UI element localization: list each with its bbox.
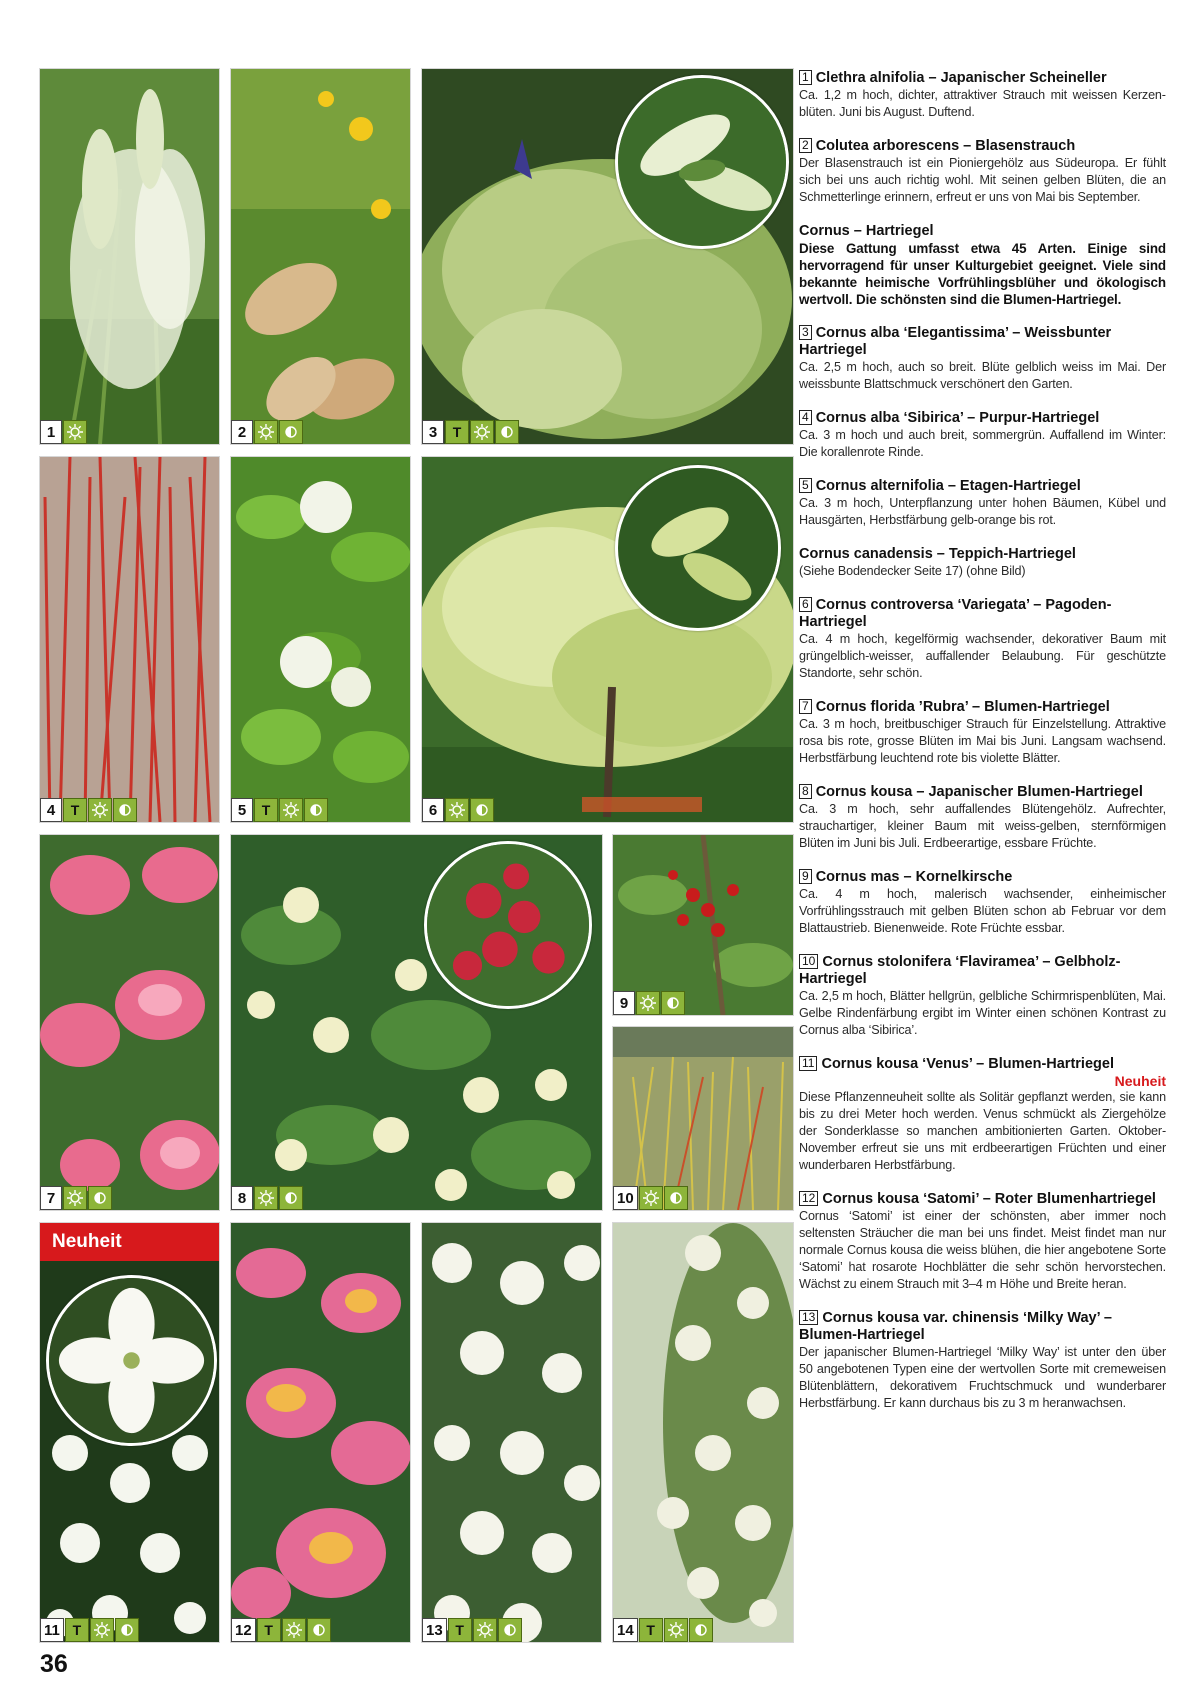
sun-icon	[63, 420, 87, 444]
entry-text: Ca. 3 m hoch, sehr auffallendes Blütengehölz. Aufrechter, strauchartiger, kleiner Baum mit weiss-gelben, sternförmigen Blüten im Juni bis Juli. Erdbeerartige, essbare Früchte.	[799, 802, 1166, 850]
sun-icon	[664, 1618, 688, 1642]
entry-text: Ca. 2,5 m hoch, auch so breit. Blüte gelblich weiss im Mai. Der weissbunte Blattschmuck verschönert den Garten.	[799, 360, 1166, 391]
half-shade-icon	[279, 1186, 303, 1210]
neuheit-tag: Neuheit	[1114, 1073, 1166, 1089]
inset-leaf-detail-3	[615, 75, 789, 249]
photo-number: 10	[613, 1186, 638, 1210]
photo-cornus-kousa	[230, 834, 603, 1211]
cornus-alternifolia-image	[231, 457, 410, 822]
entry-title	[799, 784, 1166, 801]
entry-title-text: Colutea arborescens – Blasenstrauch	[815, 138, 1076, 154]
entry-cornus-genus	[799, 223, 1166, 308]
entry-number: 7	[799, 699, 812, 714]
cornus-mas-image	[613, 835, 793, 1015]
photo-cornus-kousa-milky-way	[421, 1222, 602, 1643]
entry-number: 12	[799, 1191, 818, 1206]
entry-title-text: Cornus kousa – Japanischer Blumen-Hartriegel	[815, 784, 1143, 800]
photo-number: 5	[231, 798, 253, 822]
badge-t: T	[65, 1618, 89, 1642]
half-shade-icon	[689, 1618, 713, 1642]
entry-cornus-mas	[799, 869, 1166, 937]
half-shade-icon	[664, 1186, 688, 1210]
photo-number: 11	[40, 1618, 64, 1642]
entry-text: Ca. 3 m hoch und auch breit, sommergrün. Auffallend im Winter: Die korallenrote Rinde.	[799, 428, 1166, 459]
photo-cornus-florida-rubra	[39, 834, 220, 1211]
photo-badges-12	[231, 1618, 331, 1642]
photo-badges-6	[422, 798, 494, 822]
half-shade-icon	[304, 798, 328, 822]
entry-text: Ca. 3 m hoch, breitbuschiger Strauch für Einzelstellung. Attraktive rosa bis rote, grosse Blüten im Mai bis Juni. Langsam wachsend. Herbstfärbung leuchtend rote bis violette Blätter.	[799, 717, 1166, 765]
entry-cornus-stolonifera	[799, 954, 1166, 1039]
entry-text: Ca. 4 m hoch, malerisch wachsender, einheimischer Vorfrühlingsstrauch mit gelben Blüten schon ab Februar vor dem Blattaustrieb. Bienenweide. Rote Früchte essbar.	[799, 887, 1166, 935]
entry-number: 1	[799, 70, 812, 85]
badge-t: T	[254, 798, 278, 822]
photo-badges-3	[422, 420, 519, 444]
photo-number: 1	[40, 420, 62, 444]
entry-text: Ca. 2,5 m hoch, Blätter hellgrün, gelbliche Schirmrispenblüten, Mai. Gelbe Rindenfärbung ergibt im Winter einen schönen Kontrast zu Cornus alba ‘Sibirica’.	[799, 989, 1166, 1037]
sun-icon	[254, 1186, 278, 1210]
photo-badges-14	[613, 1618, 713, 1642]
entry-title-text: Cornus canadensis – Teppich-Hartriegel	[799, 546, 1076, 562]
entry-title-text: Cornus controversa ‘Variegata’ – Pagoden-Hartriegel	[799, 597, 1112, 630]
sun-icon	[88, 798, 112, 822]
photo-cornus-alternifolia	[230, 456, 411, 823]
entry-cornus-kousa-milky-way	[799, 1310, 1166, 1412]
entry-cornus-florida	[799, 699, 1166, 767]
colutea-image	[231, 69, 410, 444]
cornus-florida-image	[40, 835, 219, 1210]
entry-text: Diese Gattung umfasst etwa 45 Arten. Einige sind hervorragend für unser Kulturgebiet geeignet. Viele sind bekannte heimische Vorfrühlingsblüher und ökologisch wertvoll. Die schönsten sind die Blumen-Hartriegel.	[799, 241, 1166, 307]
entry-text: Der japanischer Blumen-Hartriegel ‘Milky Way’ ist unter den über 50 angebotenen Typen eine der wertvollen Sorte mit cremeweisen Blütenblättern, dekorativem Fruchtschmuck und wunderbarer Herbstfärbung. Er kann durchaus bis zu 3 m heranwachsen.	[799, 1345, 1166, 1410]
half-shade-icon	[661, 991, 685, 1015]
photo-badges-2	[231, 420, 303, 444]
photo-number: 3	[422, 420, 444, 444]
entry-clethra	[799, 70, 1166, 121]
photo-badges-9	[613, 991, 685, 1015]
entry-number: 9	[799, 869, 812, 884]
entry-colutea	[799, 138, 1166, 206]
entry-title-text: Cornus alternifolia – Etagen-Hartriegel	[815, 478, 1081, 494]
entry-title	[799, 410, 1166, 427]
entry-number: 2	[799, 138, 812, 153]
entry-title-text: Cornus kousa ‘Satomi’ – Roter Blumenhartriegel	[822, 1191, 1156, 1207]
entry-title	[799, 138, 1166, 155]
entry-cornus-kousa-satomi	[799, 1191, 1166, 1293]
entry-title-text: Cornus kousa var. chinensis ‘Milky Way’ – Blumen-Hartriegel	[799, 1310, 1112, 1343]
entry-title	[799, 325, 1166, 359]
clethra-image	[40, 69, 219, 444]
photo-badges-11	[40, 1618, 139, 1642]
entry-text: Der Blasenstrauch ist ein Pioniergehölz aus Südeuropa. Er fühlt sich bei uns auch richtig wohl. Mit seinen gelben Blüten, die an Schmetterlinge erinnern, erfreut er uns von Mai bis September.	[799, 156, 1166, 204]
entry-title	[799, 546, 1166, 563]
entry-title	[799, 1310, 1166, 1344]
description-column	[799, 70, 1166, 1429]
entry-cornus-controversa	[799, 597, 1166, 682]
entry-cornus-canadensis	[799, 546, 1166, 580]
entry-title-text: Cornus alba ‘Sibirica’ – Purpur-Hartriegel	[815, 410, 1100, 426]
photo-cornus-kousa-satomi	[230, 1222, 411, 1643]
entry-title-text: Cornus alba ‘Elegantissima’ – Weissbunter Hartriegel	[799, 325, 1112, 358]
photo-colutea	[230, 68, 411, 445]
entry-title	[799, 597, 1166, 631]
entry-number: 13	[799, 1310, 818, 1325]
sun-icon	[282, 1618, 306, 1642]
inset-leaf-detail-6	[615, 465, 781, 631]
entry-title-text: Clethra alnifolia – Japanischer Scheineller	[815, 70, 1107, 86]
photo-badges-10	[613, 1186, 688, 1210]
badge-t: T	[448, 1618, 472, 1642]
photo-cornus-stolonifera	[612, 1026, 794, 1211]
entry-title-text: Cornus florida ’Rubra’ – Blumen-Hartriegel	[815, 699, 1110, 715]
badge-t: T	[63, 798, 87, 822]
entry-number: 5	[799, 478, 812, 493]
sun-icon	[445, 798, 469, 822]
entry-text: Ca. 4 m hoch, kegelförmig wachsender, dekorativer Baum mit grüngelblich-weisser, auffallender Belaubung. Für geschützte Standorte, sehr schön.	[799, 632, 1166, 680]
photo-number: 8	[231, 1186, 253, 1210]
entry-number: 10	[799, 954, 818, 969]
photo-number: 2	[231, 420, 253, 444]
photo-number: 12	[231, 1618, 256, 1642]
cornus-14-image	[613, 1223, 793, 1642]
inset-flower-detail-11	[46, 1275, 217, 1446]
entry-title	[799, 954, 1166, 988]
half-shade-icon	[279, 420, 303, 444]
half-shade-icon	[113, 798, 137, 822]
sun-icon	[254, 420, 278, 444]
photo-cornus-alba-elegantissima	[421, 68, 794, 445]
photo-number: 6	[422, 798, 444, 822]
half-shade-icon	[115, 1618, 139, 1642]
entry-title	[799, 70, 1166, 87]
entry-cornus-alba-sibirica	[799, 410, 1166, 461]
half-shade-icon	[498, 1618, 522, 1642]
entry-cornus-alternifolia	[799, 478, 1166, 529]
photo-number: 13	[422, 1618, 447, 1642]
photo-number: 7	[40, 1186, 62, 1210]
photo-clethra	[39, 68, 220, 445]
entry-text: (Siehe Bodendecker Seite 17) (ohne Bild)	[799, 564, 1026, 578]
badge-t: T	[445, 420, 469, 444]
photo-badges-13	[422, 1618, 522, 1642]
badge-t: T	[639, 1618, 663, 1642]
entry-number: 3	[799, 325, 812, 340]
sun-icon	[470, 420, 494, 444]
entry-number: 8	[799, 784, 812, 799]
sun-icon	[90, 1618, 114, 1642]
half-shade-icon	[88, 1186, 112, 1210]
entry-text: Ca. 3 m hoch, Unterpflanzung unter hohen Bäumen, Kübel und Hausgärten, Herbstfärbung gelb-orange bis rot.	[799, 496, 1166, 527]
photo-badges-4	[40, 798, 137, 822]
sun-icon	[639, 1186, 663, 1210]
entry-title-text: Cornus – Hartriegel	[799, 223, 934, 239]
photo-badges-8	[231, 1186, 303, 1210]
neuheit-banner: Neuheit	[40, 1223, 219, 1261]
cornus-satomi-image	[231, 1223, 410, 1642]
photo-cornus-alba-sibirica	[39, 456, 220, 823]
entry-title	[799, 1056, 1166, 1073]
sun-icon	[473, 1618, 497, 1642]
badge-t: T	[257, 1618, 281, 1642]
photo-cornus-controversa	[421, 456, 794, 823]
photo-badges-5	[231, 798, 328, 822]
sun-icon	[63, 1186, 87, 1210]
sun-icon	[279, 798, 303, 822]
photo-cornus-kousa-venus	[39, 1222, 220, 1643]
entry-title-text: Cornus kousa ‘Venus’ – Blumen-Hartriegel	[821, 1056, 1114, 1072]
entry-title-text: Cornus stolonifera ‘Flaviramea’ – Gelbholz-Hartriegel	[799, 954, 1121, 987]
entry-cornus-kousa	[799, 784, 1166, 852]
entry-number: 11	[799, 1056, 817, 1071]
photo-number: 9	[613, 991, 635, 1015]
entry-title	[799, 699, 1166, 716]
entry-title-text: Cornus mas – Kornelkirsche	[815, 869, 1013, 885]
entry-text: Ca. 1,2 m hoch, dichter, attraktiver Strauch mit weissen Kerzenblüten. Juni bis August. Duftend.	[799, 88, 1166, 119]
photo-cornus-kousa-14	[612, 1222, 794, 1643]
entry-text: Diese Pflanzenneuheit sollte als Solitär gepflanzt werden, sie kann bis zu drei Meter hoch werden. Venus schmückt als Ziergehölze der Sonderklasse so manchen ambitionierten Garten. Oktober-November erfreut sie uns mit erdbeerartigen Früchten und einer wunderbaren Herbstfärbung.	[799, 1090, 1166, 1172]
entry-cornus-alba-elegantissima	[799, 325, 1166, 393]
entry-number: 6	[799, 597, 812, 612]
half-shade-icon	[307, 1618, 331, 1642]
page-number: 36	[40, 1650, 68, 1678]
entry-title	[799, 478, 1166, 495]
inset-fruit-detail-8	[424, 841, 592, 1009]
photo-cornus-mas	[612, 834, 794, 1016]
entry-text: Cornus ‘Satomi’ ist einer der schönsten, aber immer noch seltensten Sträucher die man bei uns findet. Meist findet man nur normale Cornus kousa die weiss blühen, die hier angebotene Sorte ‘Satomi’ hat rosarote Hochblätter die sehr schön hervorstechen. Wächst zu einem Strauch mit 3–4 m Höhe und Breite heran.	[799, 1209, 1166, 1291]
photo-number: 14	[613, 1618, 638, 1642]
cornus-sibirica-image	[40, 457, 219, 822]
half-shade-icon	[495, 420, 519, 444]
cornus-stolonifera-image	[613, 1027, 793, 1210]
entry-title	[799, 869, 1166, 886]
entry-title	[799, 1191, 1166, 1208]
cornus-milky-way-image	[422, 1223, 601, 1642]
half-shade-icon	[470, 798, 494, 822]
photo-badges-1	[40, 420, 87, 444]
photo-badges-7	[40, 1186, 112, 1210]
entry-cornus-kousa-venus	[799, 1056, 1166, 1174]
entry-number: 4	[799, 410, 812, 425]
sun-icon	[636, 991, 660, 1015]
entry-title	[799, 223, 1166, 240]
photo-number: 4	[40, 798, 62, 822]
